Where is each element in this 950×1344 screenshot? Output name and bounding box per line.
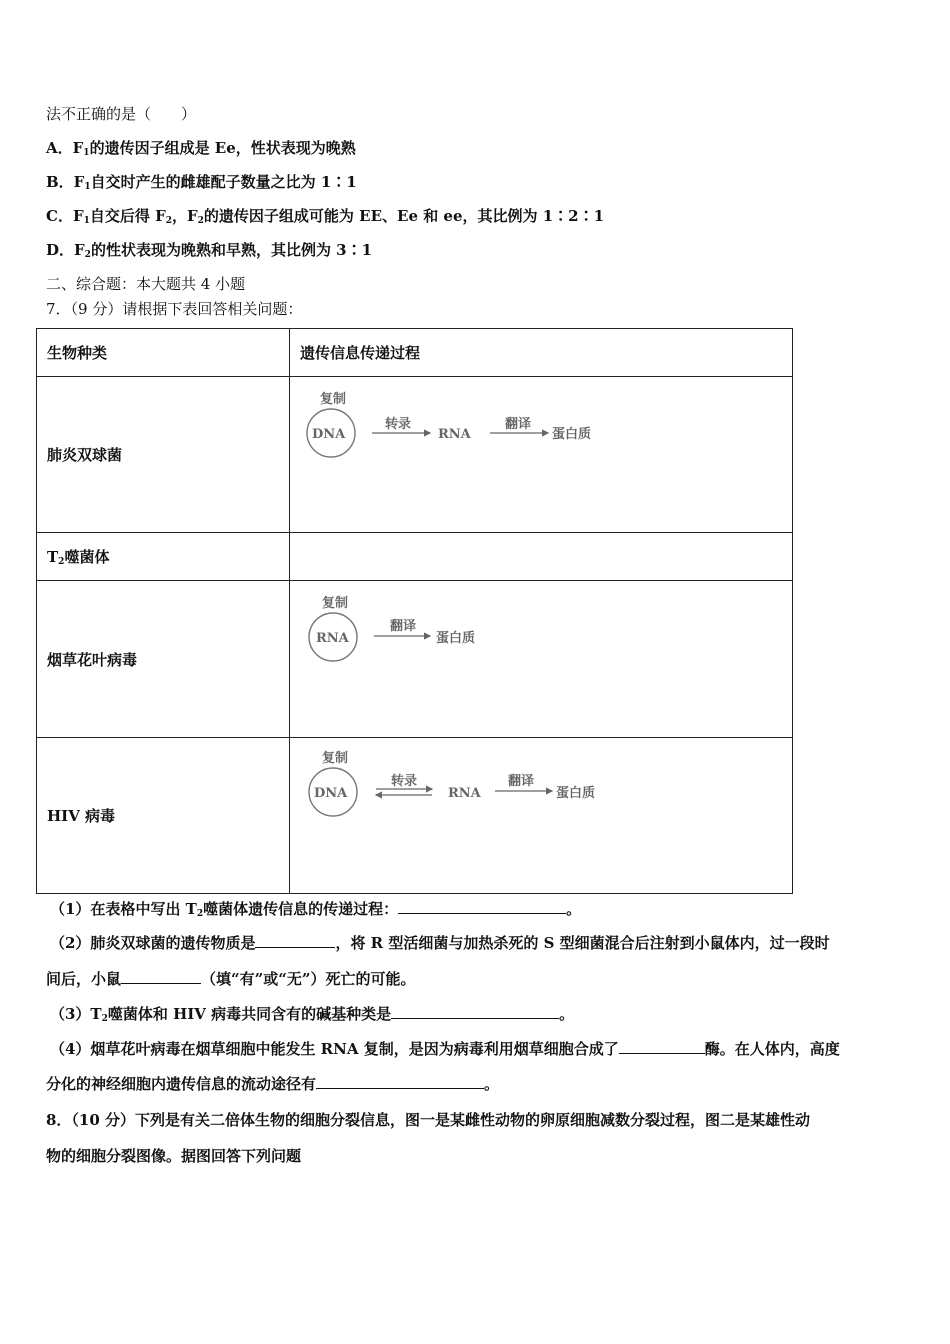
answer-blank[interactable]	[391, 1018, 559, 1019]
dna-label: DNA	[312, 427, 346, 442]
diagram-tmv	[290, 581, 793, 738]
rna-label: RNA	[316, 631, 349, 646]
replication-label: 复制	[320, 392, 347, 407]
q7-part-2: （2）肺炎双球菌的遗传物质是 ，将 R 型活细菌与加热杀死的 S 型细菌混合后注射到小鼠体内，过一段时	[50, 934, 830, 952]
translation-label: 翻译	[505, 417, 532, 432]
replication-label: 复制	[322, 596, 349, 611]
q7-part-3: $(3)T_2$噬菌体和 HIV 病毒共同含有的碱基种类是 。	[50, 1005, 575, 1024]
protein-label: 蛋白质	[552, 427, 592, 442]
row-tmv: 烟草花叶病毒	[37, 581, 290, 738]
question-7-intro: 7．（9 分）请根据下表回答相关问题：	[46, 300, 303, 318]
rna-label: RNA	[438, 427, 471, 442]
question-8-line2: 物的细胞分裂图像。据图回答下列问题	[46, 1147, 302, 1165]
option-d: D．$F_2$的性状表现为晚熟和早熟，其比例为 3∶1	[46, 241, 373, 260]
protein-label: 蛋白质	[436, 631, 476, 646]
answer-blank[interactable]	[398, 913, 566, 914]
transcription-label: 转录	[385, 417, 412, 432]
option-c: C．$F_1$自交后得 $F_2$，$F_2$的遗传因子组成可能为 EE、Ee 和 ee，其比例为 1∶2∶1	[46, 207, 605, 226]
answer-cell-t2[interactable]	[290, 533, 793, 581]
q7-part-2-cont: 间后，小鼠 （填“有”或“无”）死亡的可能。	[46, 970, 416, 988]
option-a: A．$F_1$的遗传因子组成是 Ee，性状表现为晚熟	[46, 139, 356, 158]
dna-label: DNA	[314, 786, 348, 801]
genetic-info-table	[36, 328, 793, 894]
section-heading: 二、综合题：本大题共 4 小题	[46, 275, 246, 293]
rna-label: RNA	[448, 786, 481, 801]
q7-part-4-cont: 分化的神经细胞内遗传信息的流动途径有 。	[46, 1075, 500, 1093]
row-hiv: HIV 病毒	[37, 738, 290, 894]
diagram-pneumococcus	[290, 377, 793, 533]
answer-blank[interactable]	[316, 1088, 484, 1089]
translation-label: 翻译	[390, 619, 417, 634]
question-8-line1: 8．（10 分）下列是有关二倍体生物的细胞分裂信息，图一是某雌性动物的卵原细胞减数分裂过程，图二是某雄性动	[46, 1111, 811, 1129]
option-b: B．$F_1$自交时产生的雌雄配子数量之比为 1∶1	[46, 173, 357, 192]
diagram-hiv	[290, 738, 793, 894]
answer-blank[interactable]	[121, 983, 201, 984]
row-t2-phage: $T_2$噬菌体	[37, 533, 290, 581]
protein-label: 蛋白质	[556, 786, 596, 801]
q7-part-1: （1）在表格中写出 $T_2$噬菌体遗传信息的传递过程： 。	[50, 900, 582, 919]
header-process: 遗传信息传递过程	[290, 329, 793, 377]
translation-label: 翻译	[508, 774, 535, 789]
answer-blank[interactable]	[255, 947, 335, 948]
q7-part-4: （4）烟草花叶病毒在烟草细胞中能发生 RNA 复制，是因为病毒利用烟草细胞合成了 酶。在人体内，高度	[50, 1040, 840, 1058]
transcription-label: 转录	[391, 774, 418, 789]
answer-blank[interactable]	[619, 1053, 705, 1054]
replication-label: 复制	[322, 751, 349, 766]
header-organism: 生物种类	[37, 329, 290, 377]
question-6-tail: 法不正确的是（ ）	[46, 105, 197, 123]
row-pneumococcus: 肺炎双球菌	[37, 377, 290, 533]
